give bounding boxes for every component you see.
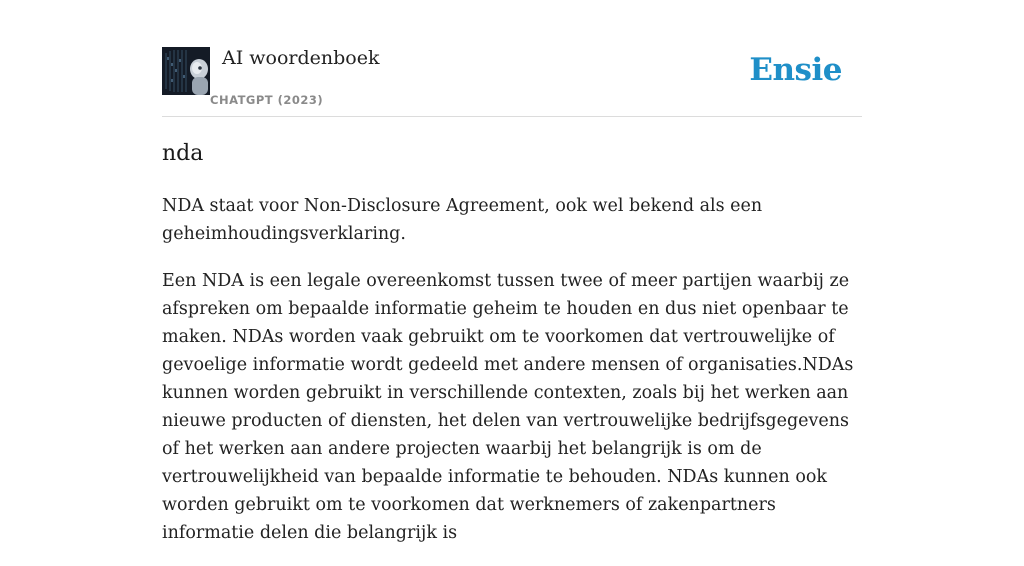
entry-header: [162, 46, 862, 117]
definition-paragraph: Een NDA is een legale overeenkomst tussen twee of meer partijen waarbij ze afspreken om bepaalde informatie geheim te houden en dus niet openbaar te maken. NDAs worden vaak gebruikt om te voorkomen dat vertrouwelijke of gevoelige informatie wordt gedeeld met andere mensen of organisaties.NDAs kunnen worden gebruikt in verschillende contexten, zoals bij het werken aan nieuwe producten of diensten, het delen van vertrouwelijke bedrijfsgegevens of het werken aan andere projecten waarbij het belangrijk is om de vertrouwelijkheid van bepaalde informatie te behouden. NDAs kunnen ook worden gebruikt om te voorkomen dat werknemers of zakenpartners informatie delen die belangrijk is: [162, 271, 854, 543]
entry-definition: [162, 192, 862, 566]
source-name[interactable]: AI woordenboek: [222, 47, 380, 69]
robot-avatar-icon[interactable]: [162, 47, 210, 95]
definition-paragraph: NDA staat voor Non-Disclosure Agreement, ook wel bekend als een geheimhoudingsverklaring.: [162, 196, 763, 244]
ensie-logo[interactable]: Ensie: [749, 52, 842, 88]
entry-term: nda: [162, 141, 204, 166]
source-meta: CHATGPT (2023): [210, 93, 324, 107]
